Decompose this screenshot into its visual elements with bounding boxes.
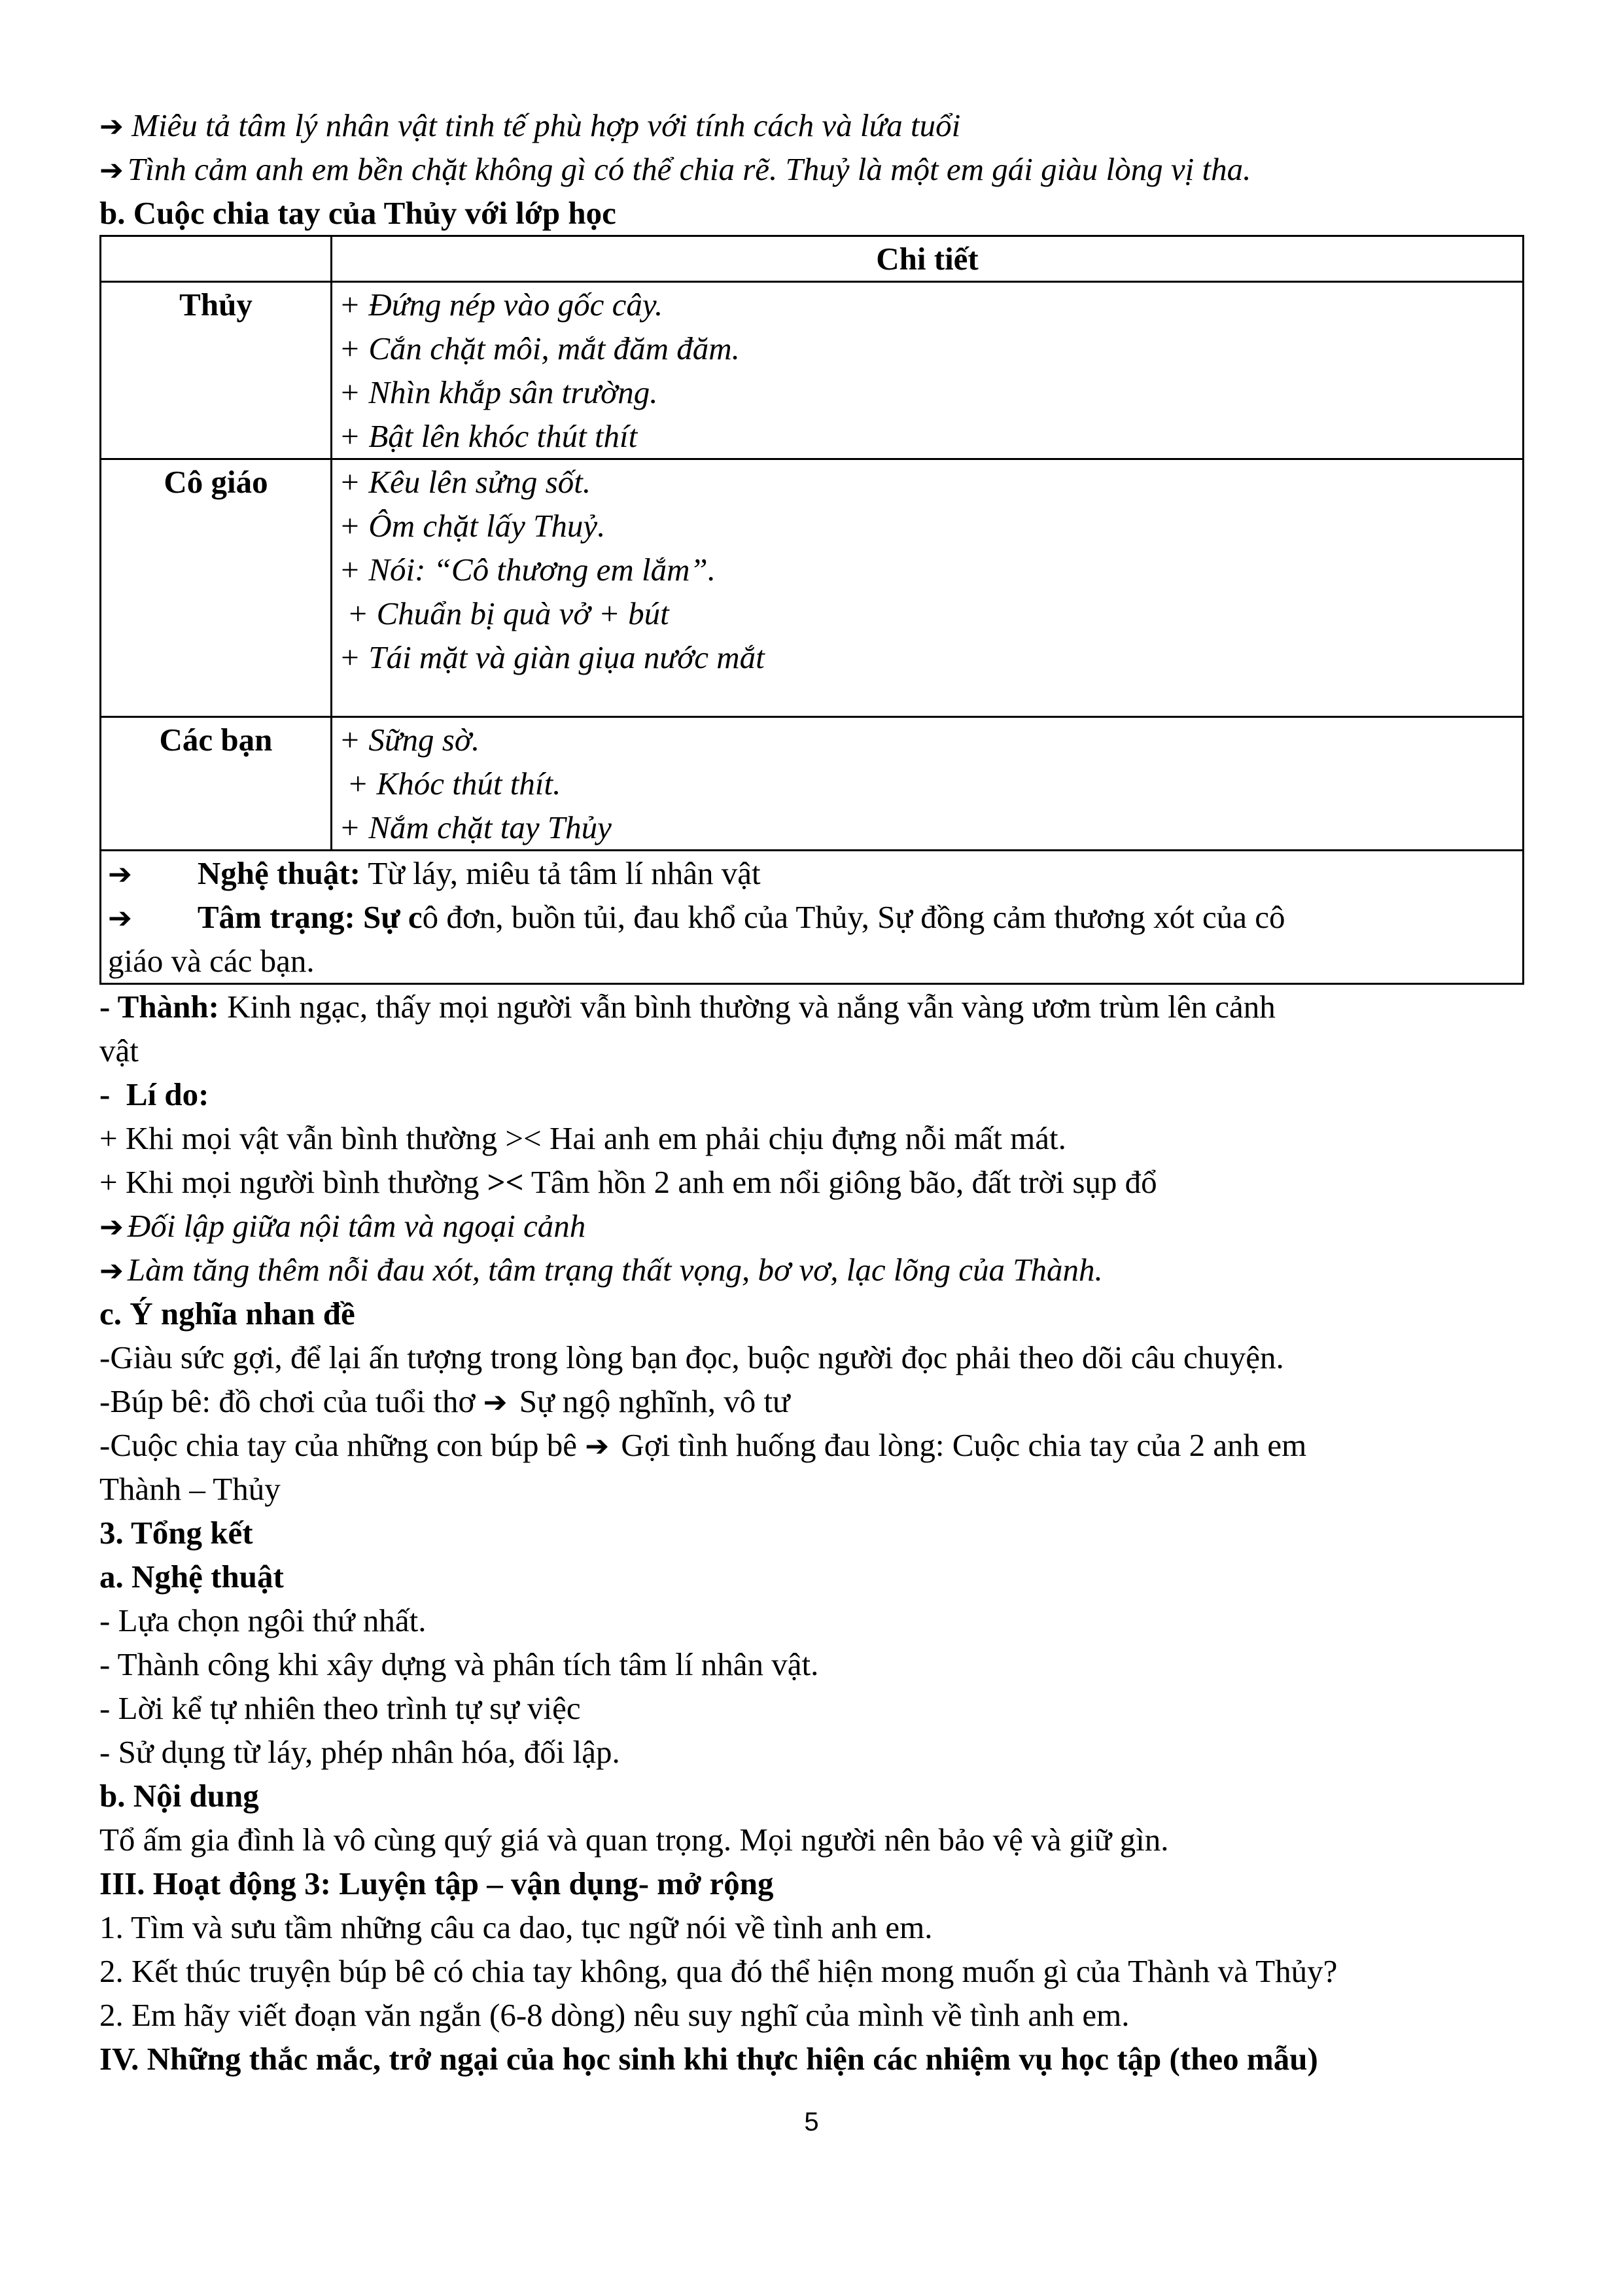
reason-conclusion-2: ➔ Làm tăng thêm nỗi đau xót, tâm trạng thất vọng, bơ vơ, lạc lõng của Thành. — [99, 1252, 1103, 1288]
detail-line: + Nói: “Cô thương em lắm”. — [339, 552, 716, 588]
detail-line: + Nhìn khắp sân trường. — [339, 374, 658, 410]
header-detail-cell: Chi tiết — [332, 236, 1524, 282]
detail-line: + Cắn chặt môi, mắt đăm đăm. — [339, 330, 740, 366]
detail-line: + Ôm chặt lấy Thuỷ. — [339, 508, 606, 544]
detail-line: + Nắm chặt tay Thủy — [339, 809, 612, 845]
reason-conclusion-1: ➔ Đối lập giữa nội tâm và ngoại cảnh — [99, 1208, 586, 1244]
bold-arrow-icon: ➔ — [585, 1430, 610, 1463]
bold-arrow-icon: ➔ — [99, 1210, 124, 1244]
arrow-icon: ➔ — [108, 858, 132, 891]
list-item: 2. Kết thúc truyện búp bê có chia tay không, qua đó thể hiện mong muốn gì của Thành và Thủy? — [99, 1953, 1338, 1989]
bold-arrow-icon: ➔ — [99, 154, 124, 187]
section-b-title: b. Cuộc chia tay của Thủy với lớp học — [99, 195, 616, 231]
title-meaning-line-4: Thành – Thủy — [99, 1471, 281, 1507]
art-summary-line: ➔ Nghệ thuật: Từ láy, miêu tả tâm lí nhân vật — [108, 855, 761, 891]
character-name-cell: Cô giáo — [101, 459, 332, 717]
list-item: - Sử dụng từ láy, phép nhân hóa, đối lập. — [99, 1734, 620, 1770]
detail-line: + Khóc thút thít. — [339, 766, 561, 802]
list-item: 2. Em hãy viết đoạn văn ngắn (6-8 dòng) nêu suy nghĩ của mình về tình anh em. — [99, 1997, 1130, 2033]
table-row — [101, 459, 1524, 717]
list-item: 1. Tìm và sưu tầm những câu ca dao, tục ngữ nói về tình anh em. — [99, 1909, 933, 1945]
intro-line-2: ➔ Tình cảm anh em bền chặt không gì có thể chia rẽ. Thuỷ là một em gái giàu lòng vị tha. — [99, 151, 1251, 187]
list-item: - Lựa chọn ngôi thứ nhất. — [99, 1602, 427, 1638]
reason-point-1: + Khi mọi vật vẫn bình thường >< Hai anh em phải chịu đựng nỗi mất mát. — [99, 1120, 1066, 1156]
document-page — [99, 103, 1558, 2081]
content-summary: Tổ ấm gia đình là vô cùng quý giá và quan trọng. Mọi người nên bảo vệ và giữ gìn. — [99, 1822, 1169, 1858]
mood-summary-line: ➔ Tâm trạng: Sự cô đơn, buồn tủi, đau khổ của Thủy, Sự đồng cảm thương xót của cô — [108, 899, 1285, 935]
intro-line-1: ➔ Miêu tả tâm lý nhân vật tinh tế phù hợp với tính cách và lứa tuổi — [99, 107, 961, 143]
detail-line: + Sững sờ. — [339, 722, 480, 758]
thanh-line-2: vật — [99, 1033, 139, 1069]
header-empty-cell — [101, 236, 332, 282]
title-meaning-line-3: -Cuộc chia tay của những con búp bê ➔ Gợi tình huống đau lòng: Cuộc chia tay của 2 anh em — [99, 1427, 1307, 1463]
section-III-title: III. Hoạt động 3: Luyện tập – vận dụng- mở rộng — [99, 1865, 774, 1901]
detail-line: + Chuẩn bị quà vở + bút — [339, 595, 669, 631]
thanh-line: - Thành: Kinh ngạc, thấy mọi người vẫn bình thường và nắng vẫn vàng ươm trùm lên cảnh — [99, 989, 1276, 1025]
table-row — [101, 282, 1524, 459]
mood-summary-line-2: giáo và các bạn. — [108, 943, 315, 979]
detail-line: + Tái mặt và giàn giụa nước mắt — [339, 639, 765, 675]
reason-point-2: + Khi mọi người bình thường >< Tâm hồn 2 anh em nổi giông bão, đất trời sụp đổ — [99, 1164, 1157, 1200]
detail-line: + Bật lên khóc thút thít — [339, 418, 638, 454]
detail-cell — [332, 459, 1524, 717]
detail-line: + Kêu lên sửng sốt. — [339, 464, 591, 500]
table-row — [101, 717, 1524, 851]
detail-line: + Đứng nép vào gốc cây. — [339, 287, 663, 323]
character-name-cell: Thủy — [101, 282, 332, 459]
summary-cell — [101, 851, 1524, 984]
bold-arrow-icon: ➔ — [483, 1386, 508, 1419]
character-name-cell: Các bạn — [101, 717, 332, 851]
list-item: - Thành công khi xây dựng và phân tích tâm lí nhân vật. — [99, 1646, 819, 1682]
list-item: - Lời kể tự nhiên theo trình tự sự việc — [99, 1690, 581, 1726]
detail-cell — [332, 282, 1524, 459]
section-3-title: 3. Tổng kết — [99, 1515, 253, 1551]
section-3a-title: a. Nghệ thuật — [99, 1559, 284, 1595]
page-number: 5 — [804, 2108, 819, 2136]
bold-arrow-icon: ➔ — [99, 1254, 124, 1288]
table-header-row — [101, 236, 1524, 282]
farewell-table — [99, 235, 1524, 985]
section-3b-title: b. Nội dung — [99, 1778, 259, 1814]
arrow-icon: ➔ — [99, 110, 124, 143]
reason-label: - Lí do: — [99, 1076, 209, 1112]
arrow-icon: ➔ — [108, 902, 132, 935]
title-meaning-line-1: -Giàu sức gợi, để lại ấn tượng trong lòng bạn đọc, buộc người đọc phải theo dõi câu chuyện. — [99, 1339, 1284, 1375]
title-meaning-line-2: -Búp bê: đồ chơi của tuổi thơ ➔ Sự ngộ nghĩnh, vô tư — [99, 1383, 790, 1419]
detail-cell — [332, 717, 1524, 851]
table-summary-row — [101, 851, 1524, 984]
section-IV-title: IV. Những thắc mắc, trở ngại của học sinh khi thực hiện các nhiệm vụ học tập (theo mẫu) — [99, 2041, 1318, 2077]
section-c-title: c. Ý nghĩa nhan đề — [99, 1296, 355, 1332]
